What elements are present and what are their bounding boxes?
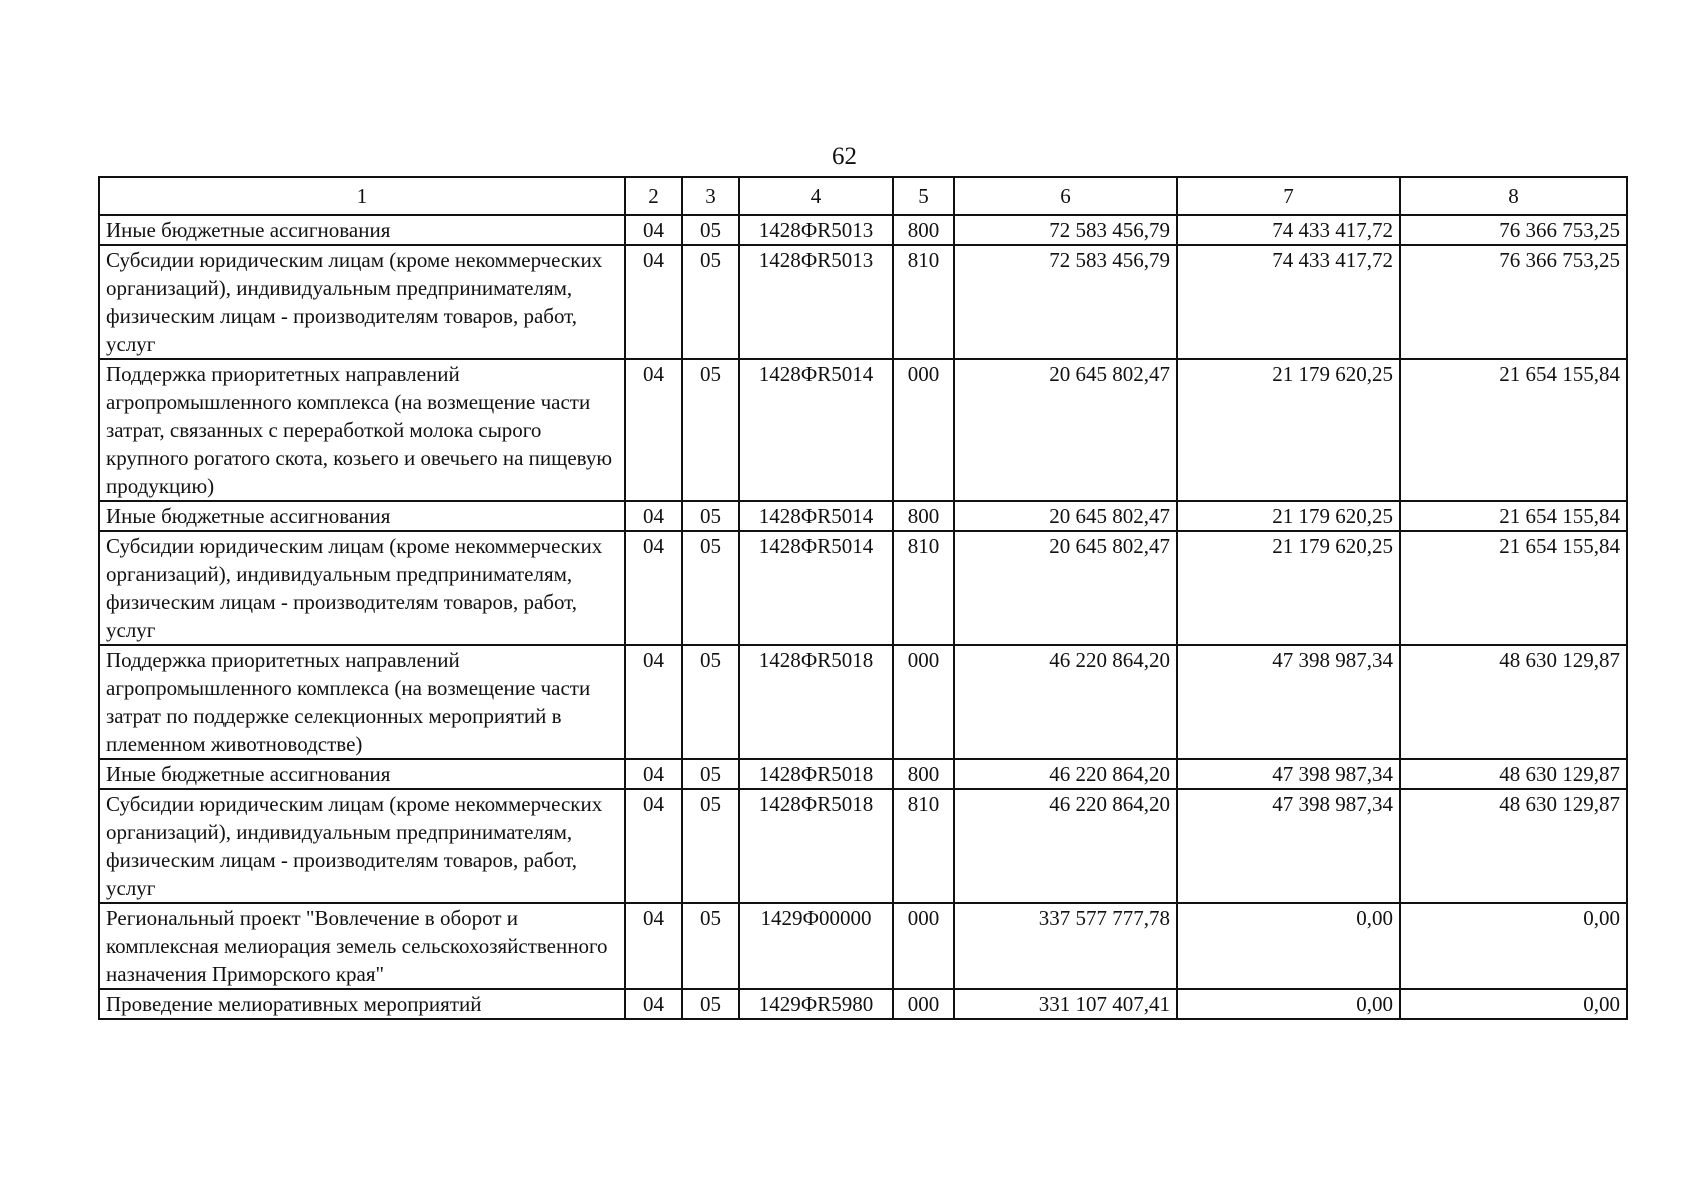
subsection-code: 05 (682, 501, 739, 531)
subsection-code: 05 (682, 245, 739, 359)
amount-col-7: 74 433 417,72 (1177, 245, 1400, 359)
column-header: 3 (682, 177, 739, 215)
expense-type-code: 810 (893, 245, 954, 359)
section-code: 04 (625, 215, 682, 245)
amount-col-6: 20 645 802,47 (954, 359, 1177, 501)
section-code: 04 (625, 903, 682, 989)
expense-type-code: 810 (893, 531, 954, 645)
amount-col-6: 72 583 456,79 (954, 215, 1177, 245)
amount-col-7: 47 398 987,34 (1177, 645, 1400, 759)
amount-col-8: 21 654 155,84 (1400, 531, 1627, 645)
table-row (99, 215, 1627, 245)
subsection-code: 05 (682, 645, 739, 759)
expense-type-code: 800 (893, 215, 954, 245)
subsection-code: 05 (682, 759, 739, 789)
table-row (99, 789, 1627, 903)
row-name: Иные бюджетные ассигнования (99, 215, 625, 245)
column-header: 8 (1400, 177, 1627, 215)
row-name: Поддержка приоритетных направлений агропромышленного комплекса (на возмещение части затрат, связанных с переработкой молока сырого крупного рогатого скота, козьего и овечьего на пищевую продукцию) (99, 359, 625, 501)
target-article-code: 1428ФR5013 (739, 215, 893, 245)
expense-type-code: 800 (893, 501, 954, 531)
amount-col-6: 46 220 864,20 (954, 789, 1177, 903)
expense-type-code: 800 (893, 759, 954, 789)
table-row (99, 989, 1627, 1019)
section-code: 04 (625, 989, 682, 1019)
table-row (99, 531, 1627, 645)
table-row (99, 645, 1627, 759)
amount-col-7: 47 398 987,34 (1177, 789, 1400, 903)
target-article-code: 1428ФR5014 (739, 531, 893, 645)
subsection-code: 05 (682, 215, 739, 245)
table-row (99, 245, 1627, 359)
amount-col-6: 46 220 864,20 (954, 759, 1177, 789)
amount-col-8: 48 630 129,87 (1400, 759, 1627, 789)
amount-col-7: 21 179 620,25 (1177, 359, 1400, 501)
amount-col-8: 76 366 753,25 (1400, 215, 1627, 245)
amount-col-8: 48 630 129,87 (1400, 645, 1627, 759)
row-name: Региональный проект "Вовлечение в оборот и комплексная мелиорация земель сельскохозяйственного назначения Приморского края" (99, 903, 625, 989)
header-row (99, 177, 1627, 215)
column-header: 7 (1177, 177, 1400, 215)
section-code: 04 (625, 531, 682, 645)
budget-table (98, 176, 1628, 1020)
expense-type-code: 000 (893, 645, 954, 759)
target-article-code: 1428ФR5018 (739, 759, 893, 789)
subsection-code: 05 (682, 989, 739, 1019)
table-row (99, 359, 1627, 501)
column-header: 1 (99, 177, 625, 215)
subsection-code: 05 (682, 359, 739, 501)
target-article-code: 1428ФR5014 (739, 501, 893, 531)
amount-col-7: 47 398 987,34 (1177, 759, 1400, 789)
column-header: 6 (954, 177, 1177, 215)
table-row (99, 501, 1627, 531)
section-code: 04 (625, 359, 682, 501)
target-article-code: 1428ФR5018 (739, 789, 893, 903)
amount-col-8: 76 366 753,25 (1400, 245, 1627, 359)
section-code: 04 (625, 645, 682, 759)
row-name: Субсидии юридическим лицам (кроме некоммерческих организаций), индивидуальным предпринимателям, физическим лицам - производителям товаров, работ, услуг (99, 531, 625, 645)
amount-col-8: 0,00 (1400, 903, 1627, 989)
table-row (99, 903, 1627, 989)
row-name: Проведение мелиоративных мероприятий (99, 989, 625, 1019)
expense-type-code: 000 (893, 903, 954, 989)
column-header: 4 (739, 177, 893, 215)
section-code: 04 (625, 501, 682, 531)
amount-col-7: 0,00 (1177, 903, 1400, 989)
table-row (99, 759, 1627, 789)
expense-type-code: 810 (893, 789, 954, 903)
row-name: Субсидии юридическим лицам (кроме некоммерческих организаций), индивидуальным предпринимателям, физическим лицам - производителям товаров, работ, услуг (99, 245, 625, 359)
expense-type-code: 000 (893, 989, 954, 1019)
target-article-code: 1429Ф00000 (739, 903, 893, 989)
target-article-code: 1428ФR5013 (739, 245, 893, 359)
amount-col-6: 46 220 864,20 (954, 645, 1177, 759)
row-name: Субсидии юридическим лицам (кроме некоммерческих организаций), индивидуальным предпринимателям, физическим лицам - производителям товаров, работ, услуг (99, 789, 625, 903)
subsection-code: 05 (682, 789, 739, 903)
amount-col-7: 74 433 417,72 (1177, 215, 1400, 245)
expense-type-code: 000 (893, 359, 954, 501)
amount-col-7: 0,00 (1177, 989, 1400, 1019)
amount-col-8: 21 654 155,84 (1400, 501, 1627, 531)
target-article-code: 1428ФR5014 (739, 359, 893, 501)
amount-col-8: 21 654 155,84 (1400, 359, 1627, 501)
amount-col-8: 48 630 129,87 (1400, 789, 1627, 903)
amount-col-6: 20 645 802,47 (954, 531, 1177, 645)
amount-col-7: 21 179 620,25 (1177, 501, 1400, 531)
amount-col-6: 337 577 777,78 (954, 903, 1177, 989)
section-code: 04 (625, 245, 682, 359)
subsection-code: 05 (682, 531, 739, 645)
amount-col-7: 21 179 620,25 (1177, 531, 1400, 645)
target-article-code: 1428ФR5018 (739, 645, 893, 759)
column-header: 5 (893, 177, 954, 215)
row-name: Иные бюджетные ассигнования (99, 759, 625, 789)
section-code: 04 (625, 789, 682, 903)
row-name: Поддержка приоритетных направлений агропромышленного комплекса (на возмещение части затрат по поддержке селекционных мероприятий в племенном животноводстве) (99, 645, 625, 759)
page-number: 62 (832, 143, 857, 170)
section-code: 04 (625, 759, 682, 789)
amount-col-6: 331 107 407,41 (954, 989, 1177, 1019)
amount-col-6: 72 583 456,79 (954, 245, 1177, 359)
amount-col-6: 20 645 802,47 (954, 501, 1177, 531)
column-header: 2 (625, 177, 682, 215)
amount-col-8: 0,00 (1400, 989, 1627, 1019)
subsection-code: 05 (682, 903, 739, 989)
target-article-code: 1429ФR5980 (739, 989, 893, 1019)
row-name: Иные бюджетные ассигнования (99, 501, 625, 531)
